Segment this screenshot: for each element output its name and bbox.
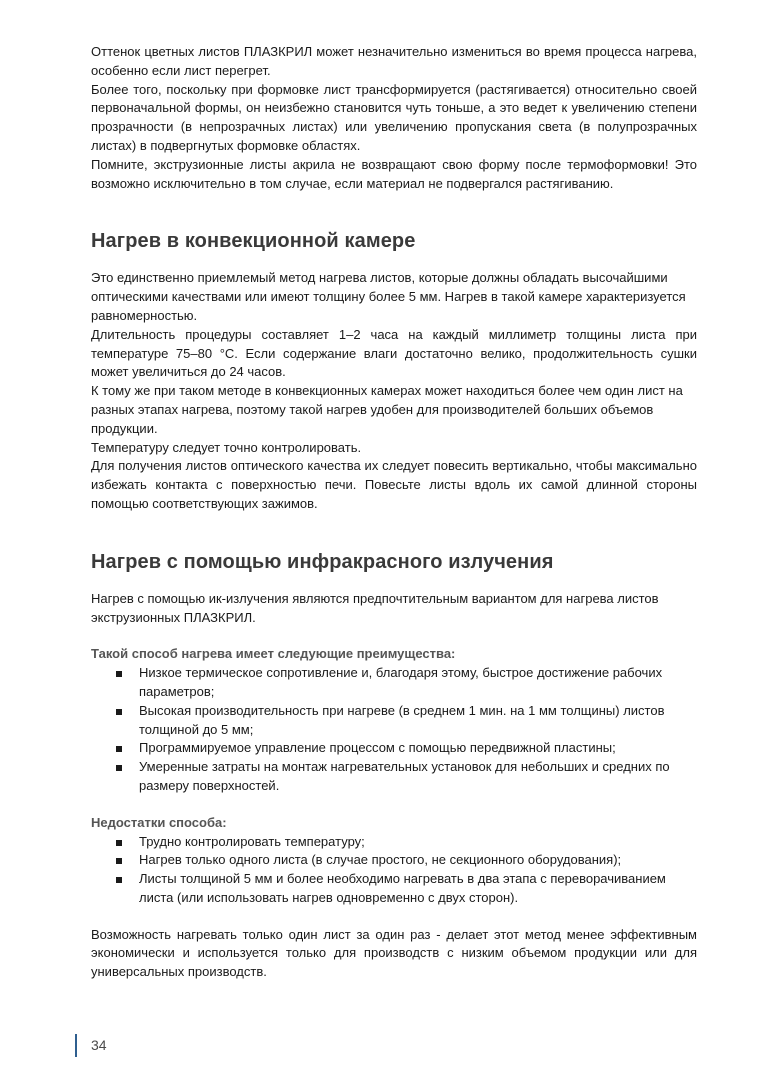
disadvantages-list bbox=[91, 833, 697, 908]
bullet-icon bbox=[116, 746, 122, 752]
list-item bbox=[139, 664, 697, 702]
convection-paragraph-3: К тому же при таком методе в конвекционных камерах может находиться более чем один лист на разных этапах нагрева, поэтому такой нагрев удобен для производителей больших объемов продукции. bbox=[91, 383, 683, 436]
convection-paragraph-4: Температуру следует точно контролировать. bbox=[91, 439, 362, 455]
advantage-text: Высокая производительность при нагреве (в среднем 1 мин. на 1 мм толщины) листов толщиной до 5 мм; bbox=[139, 702, 665, 737]
list-item bbox=[139, 870, 697, 908]
advantage-text: Программируемое управление процессом с помощью передвижной пластины; bbox=[139, 740, 616, 756]
disadvantage-text: Листы толщиной 5 мм и более необходимо нагревать в два этапа с переворачиванием листа (или использовать нагрев одновременно с двух сторон). bbox=[139, 871, 666, 905]
footer-accent-bar bbox=[75, 1034, 77, 1057]
list-item bbox=[139, 851, 697, 870]
bullet-icon bbox=[116, 709, 122, 715]
list-item bbox=[139, 833, 697, 852]
advantages-list bbox=[91, 664, 697, 796]
advantage-text: Умеренные затраты на монтаж нагревательных установок для небольших и средних по размеру поверхностей. bbox=[139, 759, 670, 793]
bullet-icon bbox=[116, 765, 122, 771]
intro-paragraph-2: Более того, поскольку при формовке лист трансформируется (растягивается) относительно своей первоначальной формы, он неизбежно становится чуть тоньше, а это ведет к увеличению степени прозрачности (в непрозрачных листах) или увеличению пропускания света (в полупрозрачных листах) в подвергнутых формовке областях. bbox=[91, 81, 697, 153]
list-item bbox=[139, 739, 697, 758]
disadvantage-text: Трудно контролировать температуру; bbox=[139, 833, 365, 849]
intro-paragraph-1: Оттенок цветных листов ПЛАЗКРИЛ может незначительно измениться во время процесса нагрева, особенно если лист перегрет. bbox=[91, 44, 697, 78]
bullet-icon bbox=[116, 877, 122, 883]
advantages-title: Такой способ нагрева имеет следующие преимущества: bbox=[91, 646, 456, 662]
convection-heading: Нагрев в конвекционной камере bbox=[91, 230, 416, 253]
disadvantage-text: Нагрев только одного листа (в случае простого, не секционного оборудования); bbox=[139, 852, 622, 868]
list-item bbox=[139, 702, 697, 740]
infrared-conclusion: Возможность нагревать только один лист за один раз - делает этот метод менее эффективным экономически и используется только для производств с низким объемом продукции или для универсальных производств. bbox=[91, 926, 697, 980]
page-body bbox=[91, 43, 697, 982]
infrared-heading: Нагрев с помощью инфракрасного излучения bbox=[91, 550, 554, 573]
intro-paragraph-3: Помните, экструзионные листы акрила не возвращают свою форму после термоформовки! Это возможно исключительно в том случае, если материал не подвергался растягиванию. bbox=[91, 156, 697, 191]
convection-paragraph-1: Это единственно приемлемый метод нагрева листов, которые должны обладать высочайшими оптическими качествами или имеют толщину более 5 мм. Нагрев в такой камере характеризуется равномерностью. bbox=[91, 270, 686, 323]
list-item bbox=[139, 758, 697, 796]
infrared-intro: Нагрев с помощью ик-излучения являются предпочтительным вариантом для нагрева листов экструзионных ПЛАЗКРИЛ. bbox=[91, 590, 659, 625]
convection-paragraph-2: Длительность процедуры составляет 1–2 часа на каждый миллиметр толщины листа при температуре 75–80 °С. Если содержание влаги достаточно велико, продолжительность сушки может увеличиться до 24 часов. bbox=[91, 326, 697, 380]
bullet-icon bbox=[116, 858, 122, 864]
bullet-icon bbox=[116, 671, 122, 677]
bullet-icon bbox=[116, 840, 122, 846]
page-footer bbox=[75, 1033, 107, 1057]
advantage-text: Низкое термическое сопротивление и, благодаря этому, быстрое достижение рабочих параметров; bbox=[139, 665, 663, 699]
disadvantages-title: Недостатки способа: bbox=[91, 814, 227, 830]
convection-paragraph-5: Для получения листов оптического качества их следует повесить вертикально, чтобы максимально избежать контакта с поверхностью печи. Повесьте листы вдоль их самой длинной стороны помощью соответствующих зажимов. bbox=[91, 458, 697, 511]
page-number: 34 bbox=[91, 1037, 107, 1053]
